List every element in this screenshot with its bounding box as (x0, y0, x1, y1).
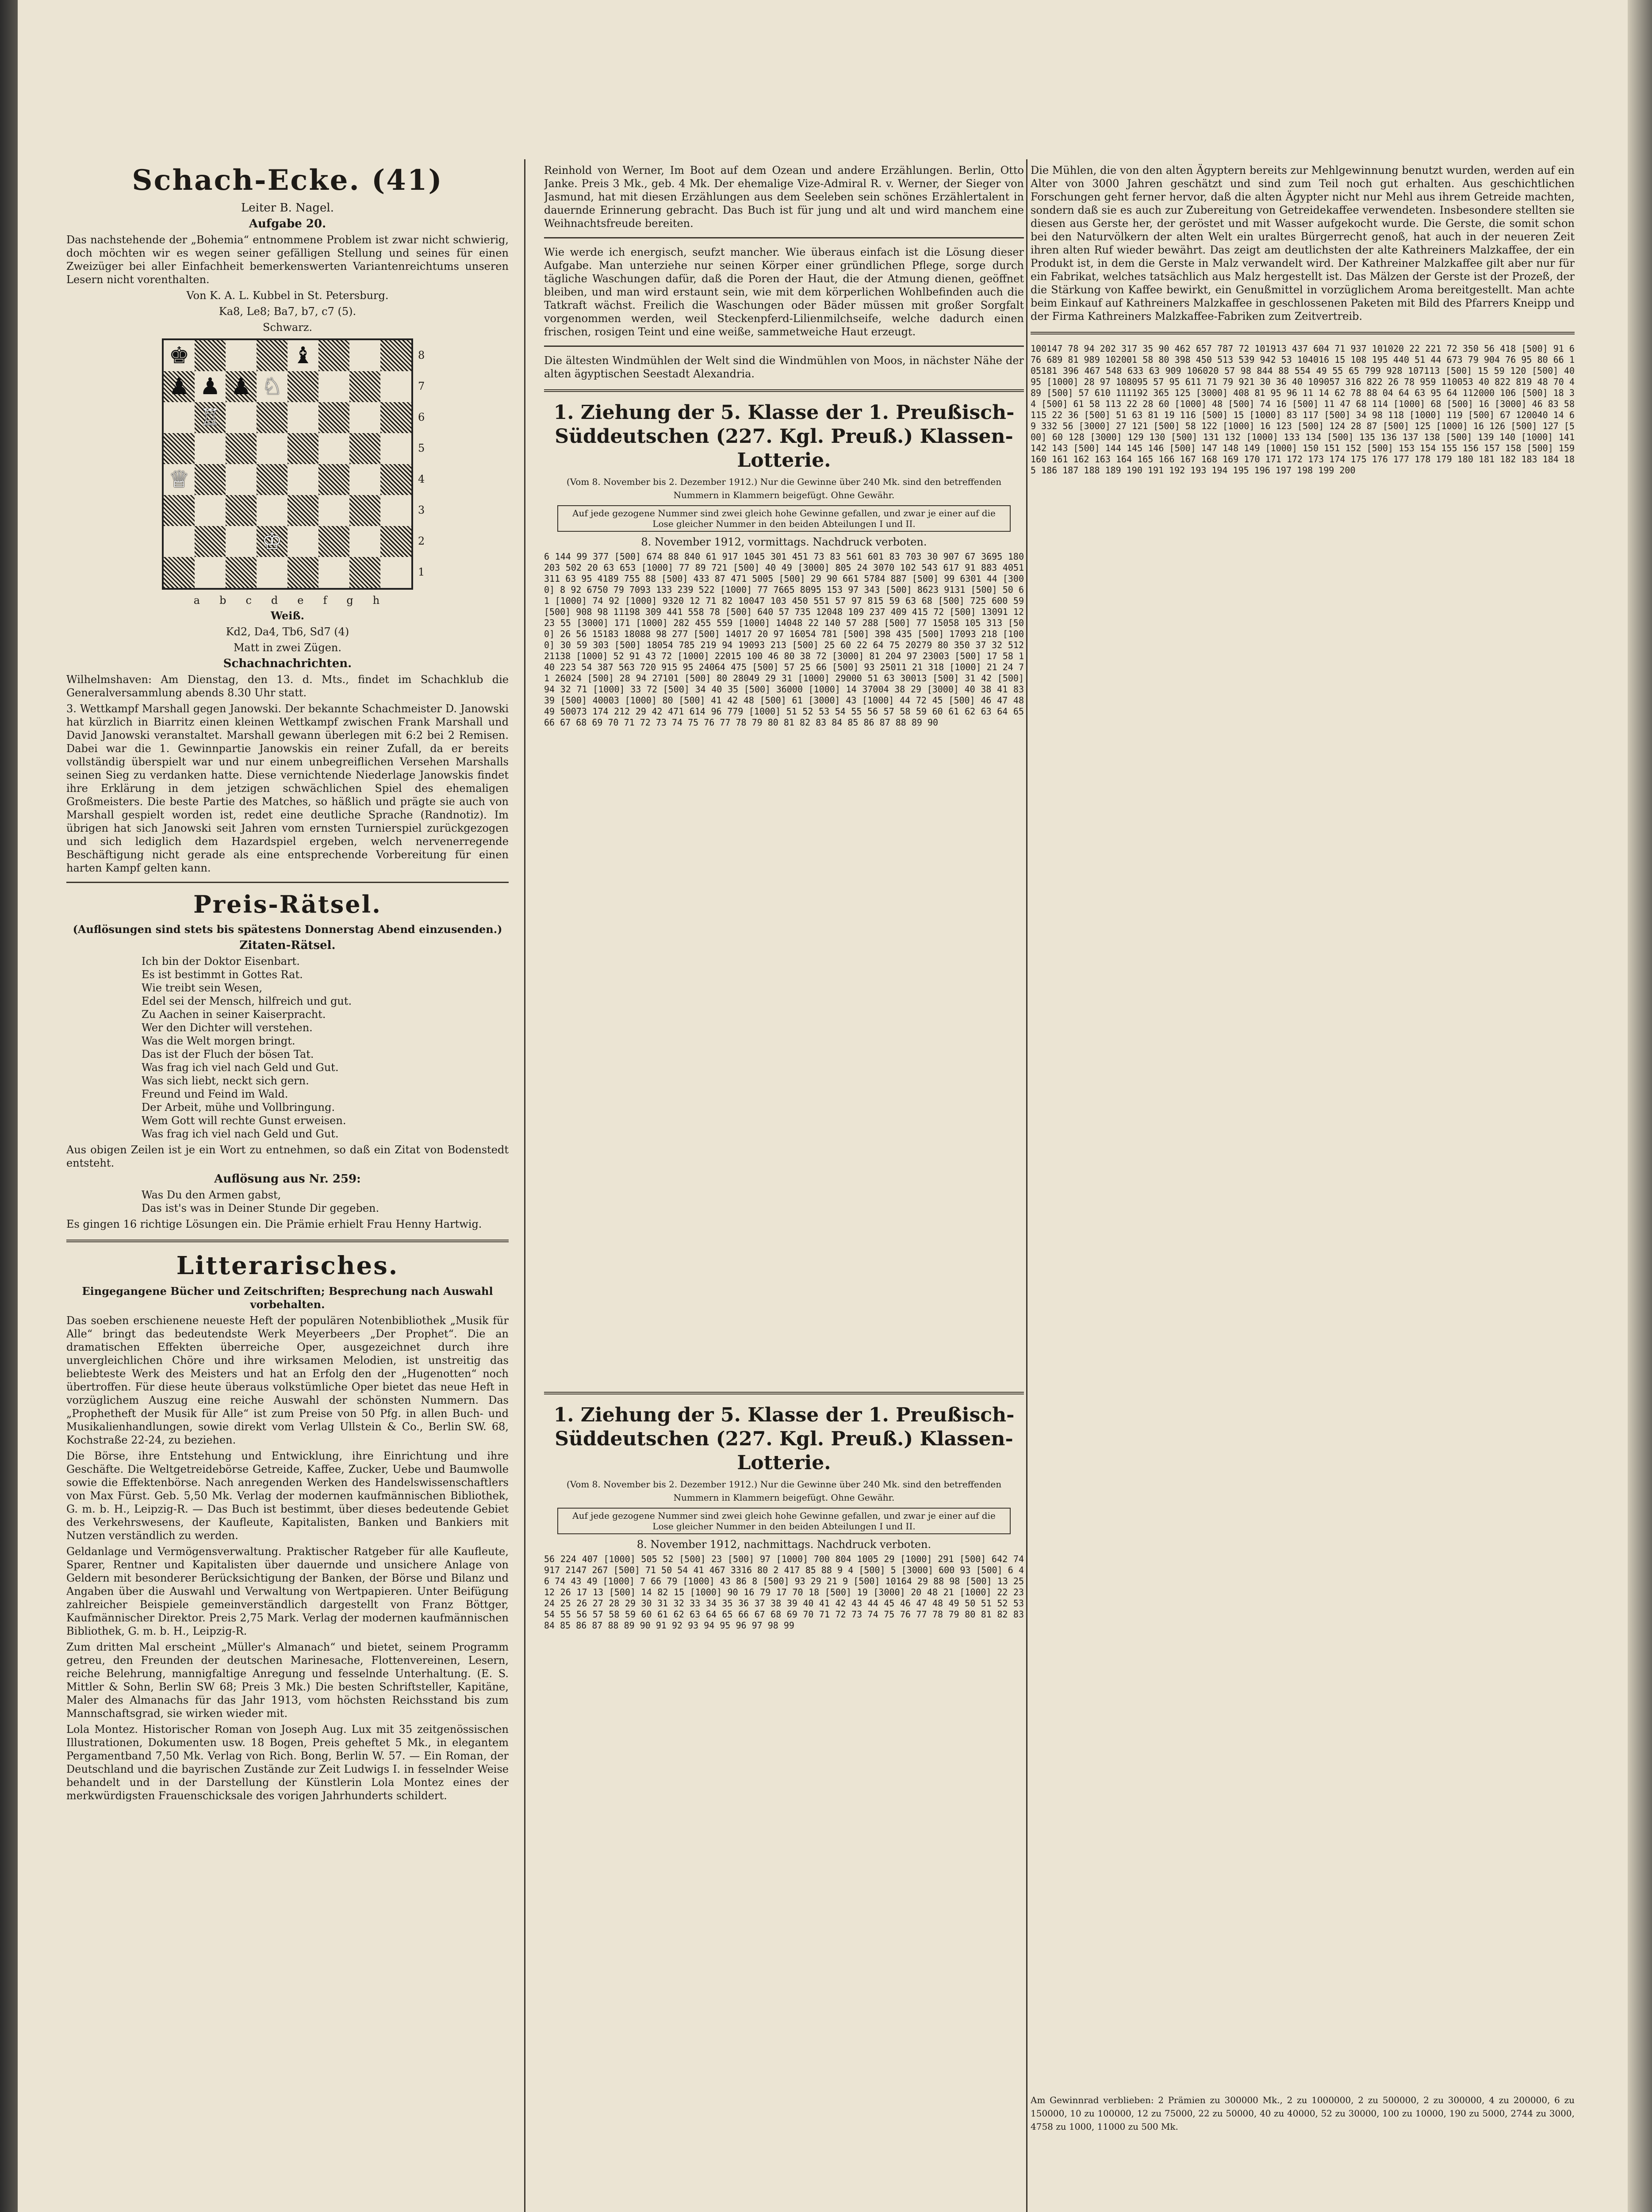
board-square (226, 340, 257, 371)
board-square (380, 495, 411, 526)
board-square (226, 464, 257, 495)
board-square (164, 557, 195, 588)
board-square (349, 495, 380, 526)
board-square (226, 557, 257, 588)
board-square (226, 495, 257, 526)
riddle-line: Das ist der Fluch der bösen Tat. (142, 1048, 314, 1060)
black-label: Schwarz. (263, 321, 312, 334)
board-square (287, 371, 318, 402)
riddle-line: Was frag ich viel nach Geld und Gut. (142, 1061, 339, 1074)
section-divider (544, 1392, 1024, 1394)
zitaten-heading: Zitaten-Rätsel. (239, 939, 336, 952)
board-square (195, 433, 226, 464)
board-square (164, 402, 195, 433)
riddle-line: Ich bin der Doktor Eisenbart. (142, 955, 300, 968)
preis-title: Preis-Rätsel. (193, 890, 382, 918)
litt-paragraph: Das soeben erschienene neueste Heft der populären Notenbibliothek „Musik für Alle“ bringt das bedeutendste Werk Meyerbeers „Der Prophet“. Die an dramatischen Effekten überreiche Oper, ausgezeichnet durch ihre unvergleichlichen Chöre und ihre wirksamen Melodien, ist unstreitig das beliebteste Werk des Meisters und hat an Erfolg den der „Hugenotten“ noch übertroffen. Für diese heute überaus volkstümliche Oper bietet das neue Heft in vorzüglichem Auszug eine reiche Auswahl der schönsten Nummern. Das „Prophetheft der Musik für Alle“ ist zum Preise von 50 Pfg. in allen Buch- und Musikalienhandlungen, sowie direkt vom Verlag Ullstein & Co., Berlin SW. 68, Kochstraße 22-24, zu beziehen. (66, 1314, 509, 1446)
problem-author: Von K. A. L. Kubbel in St. Petersburg. (186, 289, 389, 302)
lottery-numbers-1: 6 144 99 377 [500] 674 88 840 61 917 1045 301 451 73 83 561 601 83 703 30 907 67 3695 180 203 502 20 63 653 [1000] 77 89 721 [500] 40 49 [3000] 805 24 3070 102 543 617 91 883 4051 311 63 95 4189 755 88 [500] 433 87 471 5005 [500] 29 90 661 5784 887 [500] 99 6301 44 [3000] 8 92 6750 79 7093 133 239 522 [1000] 77 7665 8095 153 97 343 [500] 8623 9131 [500] 50 61 [1000] 74 92 [1000] 9320 12 71 82 10047 103 450 551 57 97 815 59 63 68 [500] 725 600 59 [500] 908 98 11198 309 441 558 78 [500] 640 57 735 12048 109 237 409 415 72 [500] 13091 12 23 55 [3000] 171 [1000] 282 455 559 [1000] 14048 22 140 57 288 [500] 77 15058 105 313 [500] 26 56 15183 18088 98 277 [500] 14017 20 97 16054 781 [500] 398 435 [500] 17093 218 [1000] 30 59 303 [500] 18054 785 219 94 19093 213 [500] 25 60 22 64 75 20279 80 350 37 32 512 21138 [1000] 52 91 43 72 [1000] 22015 100 46 80 38 72 [3000] 81 204 97 23003 [500] 17 58 140 223 54 387 563 720 915 95 24064 475 [500] 57 25 66 [500] 93 25011 21 318 [1000] 21 24 71 26024 [500] 28 94 27101 [500] 80 28049 29 31 [1000] 29000 51 63 30013 [500] 31 42 [500] 94 32 71 [1000] 33 72 [500] 34 40 35 [500] 36000 [1000] 14 37004 38 29 [3000] 40 38 41 83 39 [500] 40003 [1000] 80 [500] 41 42 48 [500] 61 [3000] 43 [1000] 44 72 45 [500] 46 47 48 49 50073 174 212 29 42 471 614 96 779 [1000] 51 52 53 54 55 56 57 58 59 60 61 62 63 64 65 66 67 68 69 70 71 72 73 74 75 76 77 78 79 80 81 82 83 84 85 86 87 88 89 90 (544, 551, 1024, 728)
board-square (257, 557, 287, 588)
white-label: Weiß. (271, 609, 304, 622)
schach-intro: Das nachstehende der „Bohemia“ entnommene Problem ist zwar nicht schwierig, doch möchten wir es wegen seiner gefälligen Stellung und seines für einen Zweizüger bei aller Einfachheit bemerkenswerten Variantenreichtums unseren Lesern nicht vorenthalten. (66, 234, 509, 286)
board-square (349, 526, 380, 557)
riddle-line: Freund und Feind im Wald. (142, 1088, 288, 1100)
board-square (380, 464, 411, 495)
schach-news-2: 3. Wettkampf Marshall gegen Janowski. Der bekannte Schachmeister D. Janowski hat kürzlich in Biarritz einen kleinen Wettkampf zwischen Frank Marshall und David Janowski veranstaltet. Marshall gewann überlegen mit 6:2 bei 2 Remisen. Dabei war die 1. Gewinnpartie Janowskis ein reiner Zufall, da er bereits vollständig überspielt war und nur einem unbegreiflichen Versehen Marshalls seinen Sieg zu verdanken hatte. Diese vernichtende Niederlage Janowskis findet ihre Erklärung in dem jetzigen schwächlichen Spiel des ehemaligen Großmeisters. Die beste Partie des Matches, so häßlich und prägte sie auch von Marshall gespielt worden ist, redet eine deutliche Sprache (Randnotiz). Im übrigen hat sich Janowski seit Jahren vom ernsten Turnierspiel zurückgezogen und sich lediglich dem Hazardspiel ergeben, welch nervenerregende Beschäftigung nicht gerade als eine entsprechende Vorbereitung für einen harten Kampf gelten kann. (66, 703, 509, 874)
board-square (349, 371, 380, 402)
schach-news-heading: Schachnachrichten. (223, 657, 352, 670)
board-square (226, 433, 257, 464)
white-position: Kd2, Da4, Tb6, Sd7 (4) (226, 626, 349, 638)
lottery-subtitle-2: (Vom 8. November bis 2. Dezember 1912.) Nur die Gewinne über 240 Mk. sind den betreffenden Nummern in Klammern beigefügt. Ohne Gewähr. (566, 1479, 1002, 1503)
lottery-numbers-2: 56 224 407 [1000] 505 52 [500] 23 [500] 97 [1000] 700 804 1005 29 [1000] 291 [500] 642 74 917 2147 267 [500] 71 50 54 41 467 3316 80 2 417 85 88 9 4 [500] 5 [3000] 600 93 [500] 6 46 74 43 49 [1000] 7 66 79 [1000] 43 86 8 [500] 93 29 21 9 [500] 10164 29 88 98 [500] 13 25 12 26 17 13 [500] 14 82 15 [1000] 90 16 79 17 70 18 [500] 19 [3000] 20 48 21 [1000] 22 23 24 25 26 27 28 29 30 31 32 33 34 35 36 37 38 39 40 41 42 43 44 45 46 47 48 49 50 51 52 53 54 55 56 57 58 59 60 61 62 63 64 65 66 67 68 69 70 71 72 73 74 75 76 77 78 79 80 81 82 83 84 85 86 87 88 89 90 91 92 93 94 95 96 97 98 99 (544, 1554, 1024, 1631)
board-square (318, 464, 349, 495)
rank-label: 2 (418, 535, 425, 547)
board-square (380, 371, 411, 402)
page-edge (1628, 0, 1652, 2212)
rank-label: 1 (418, 566, 425, 578)
board-square (195, 526, 226, 557)
board-square (195, 557, 226, 588)
section-divider (66, 882, 509, 883)
board-square (195, 340, 226, 371)
board-square (195, 495, 226, 526)
energy-advert: Wie werde ich energisch, seufzt mancher. Wie überaus einfach ist die Lösung dieser Aufgabe. Man unterziehe nur seinen Körper einer gründlichen Pflege, sorge durch tägliche Waschungen dafür, daß die Poren der Haut, die der Atmung dienen, geöffnet bleiben, und man wird erstaunt sein, wie mit dem körperlichen Wohlbefinden auch die Tatkraft wächst. Freilich die Waschungen oder Bäder müssen mit großer Sorgfalt vorgenommen werden, weil Steckenpferd-Lilienmilchseife, welche dadurch einen frischen, rosigen Teint und eine weiße, sammetweiche Haut erzeugt. (544, 246, 1024, 338)
board-square (164, 526, 195, 557)
black-king-icon: ♚ (169, 342, 190, 369)
white-knight-icon: ♘ (261, 373, 283, 400)
board-square (380, 433, 411, 464)
board-files: abcdefgh (193, 594, 399, 607)
board-square (380, 526, 411, 557)
rank-label: 3 (418, 504, 425, 516)
litt-title: Litterarisches. (176, 1251, 399, 1280)
black-bishop-icon: ♝ (292, 342, 314, 369)
riddle-line: Wer den Dichter will verstehen. (142, 1022, 313, 1034)
section-divider (544, 346, 1024, 347)
riddle-line: Wie treibt sein Wesen, (142, 982, 263, 994)
rank-label: 5 (418, 442, 425, 454)
lottery-date-1: 8. November 1912, vormittags. Nachdruck verboten. (641, 536, 927, 548)
rank-label: 6 (418, 411, 425, 423)
board-square (318, 371, 349, 402)
section-divider (66, 1240, 509, 1242)
column-left (66, 146, 509, 2212)
werner-notice: Reinhold von Werner, Im Boot auf dem Ozean und andere Erzählungen. Berlin, Otto Janke. Preis 3 Mk., geb. 4 Mk. Der ehemalige Vize-Admiral R. v. Werner, der Sieger von Jasmund, hat mit diesen Erzählungen aus dem Seeleben sein schönes Erzählertalent in dauernde Erinnerung gebracht. Das Buch ist für jung und alt und wird manchem eine Weihnachtsfreude bereiten. (544, 164, 1024, 230)
board-square (287, 495, 318, 526)
section-divider (1031, 332, 1575, 334)
preis-note: (Auflösungen sind stets bis spätestens Donnerstag Abend einzusenden.) (73, 923, 502, 936)
board-square (349, 557, 380, 588)
lottery-box-1: Auf jede gezogene Nummer sind zwei gleich hohe Gewinne gefallen, und zwar je einer auf die Lose gleicher Nummer in den beiden Abteilungen I und II. (557, 505, 1011, 532)
board-square (287, 557, 318, 588)
board-square (318, 526, 349, 557)
lottery-numbers-3: 100147 78 94 202 317 35 90 462 657 787 72 101913 437 604 71 937 101020 22 221 72 350 56 418 [500] 91 676 689 81 989 102001 58 80 398 450 513 539 942 53 104016 15 108 195 440 51 44 673 79 904 76 95 80 66 105181 396 467 548 633 63 909 106020 57 98 844 88 554 49 55 65 799 928 107113 [500] 15 59 120 [500] 40 95 [1000] 28 97 108095 57 95 611 71 79 921 30 36 40 109057 316 822 26 78 959 110053 40 822 819 48 70 489 [500] 57 610 111192 365 125 [3000] 408 81 95 96 11 14 62 78 88 04 64 63 95 64 112000 106 [500] 18 34 [500] 61 58 113 22 28 60 [1000] 48 [500] 74 16 [500] 11 47 68 114 [1000] 68 [500] 16 [3000] 46 83 58 115 22 36 [500] 51 63 81 19 116 [500] 15 [1000] 83 117 [500] 34 98 118 [1000] 119 [500] 67 120040 14 69 332 56 [3000] 27 121 [500] 58 122 [1000] 16 123 [500] 124 28 87 [500] 125 [1000] 16 126 [500] 127 [500] 60 128 [3000] 129 130 [500] 131 132 [1000] 133 134 [500] 135 136 137 138 [500] 139 140 [1000] 141 142 143 [500] 144 145 146 [500] 147 148 149 [1000] 150 151 152 [500] 153 154 155 156 157 158 [500] 159 160 161 162 163 164 165 166 167 168 169 170 171 172 173 174 175 176 177 178 179 180 181 182 183 184 185 186 187 188 189 190 191 192 193 194 195 196 197 198 199 200 (1031, 343, 1575, 476)
rank-label: 8 (418, 349, 425, 361)
lottery-remaining-prizes: Am Gewinnrad verblieben: 2 Prämien zu 300000 Mk., 2 zu 1000000, 2 zu 500000, 2 zu 300000, 4 zu 200000, 6 zu 150000, 10 zu 100000, 12 zu 75000, 22 zu 50000, 40 zu 40000, 52 zu 30000, 100 zu 10000, 190 zu 5000, 2744 zu 3000, 4758 zu 1000, 11000 zu 500 Mk. (1031, 2095, 1575, 2132)
rank-label: 4 (418, 473, 425, 485)
aufgabe-label: Aufgabe 20. (249, 217, 326, 230)
board-square (318, 495, 349, 526)
board-square (257, 464, 287, 495)
board-square (195, 464, 226, 495)
board-square (349, 402, 380, 433)
board-square (287, 526, 318, 557)
lottery-title-2: 1. Ziehung der 5. Klasse der 1. Preußisch-Süddeutschen (227. Kgl. Preuß.) Klassen-Lotterie. (553, 1404, 1015, 1474)
winner-note: Es gingen 16 richtige Lösungen ein. Die Prämie erhielt Frau Henny Hartwig. (66, 1218, 482, 1230)
malzkaffee-article: Die Mühlen, die von den alten Ägyptern bereits zur Mehlgewinnung benutzt wurden, werden auf ein Alter von 3000 Jahren geschätzt und sind zum Teil noch gut erhalten. Aus geschichtlichen Forschungen geht ferner hervor, daß die alten Ägypter nicht nur Mehl aus ihrem Getreide machten, sondern daß sie es auch zur Zubereitung von Getreidekaffee verwendeten. Insbesondere stellten sie diesen aus Gerste her, der geröstet und mit Wasser aufgekocht wurde. Die Gerste, die somit schon bei den Naturvölkern der alten Welt ein uraltes Bürgerrecht genoß, hat auch in der neueren Zeit ihren alten Ruf wieder bewährt. Das zeigt am deutlichsten der alte Kathreiners Malzkaffee, der ein Produkt ist, in dem die Gerste in Malz verwandelt wird. Der Kathreiner Malzkaffee gilt aber nur für ein Fabrikat, welches tatsächlich aus Malz hergestellt ist. Das Mälzen der Gerste ist der Prozeß, der die Stärkung von Kaffee bewirkt, ein Genußmittel in vorzüglichem Aroma bereitgestellt. Man achte beim Einkauf auf Kathreiners Malzkaffee in geschlossenen Paketen mit Bild des Pfarrers Kneipp und der Firma Kathreiners Malzkaffee-Fabriken zum Zeitvertreib. (1031, 164, 1575, 323)
board-square (226, 402, 257, 433)
lottery-title-1: 1. Ziehung der 5. Klasse der 1. Preußisch-Süddeutschen (227. Kgl. Preuß.) Klassen-Lotterie. (553, 401, 1015, 472)
white-rook-icon: ♖ (199, 404, 221, 431)
riddle-line: Zu Aachen in seiner Kaiserpracht. (142, 1008, 326, 1021)
board-square (257, 340, 287, 371)
windmill-note: Die ältesten Windmühlen der Welt sind die Windmühlen von Moos, in nächster Nähe der alten ägyptischen Seestadt Alexandria. (544, 354, 1024, 380)
litt-paragraph: Geldanlage und Vermögensverwaltung. Praktischer Ratgeber für alle Kaufleute, Sparer, Rentner und Kapitalisten über dauernde und unsichere Anlage von Geldern mit besonderer Berücksichtigung der Banken, der Börse und Bilanz und Angaben über die Auswahl und Verwaltung von Wertpapieren. Unter Beifügung zahlreicher Beispiele gemeinverständlich dargestellt von Franz Böttger, Kaufmännischer Direktor. Preis 2,75 Mark. Verlag der modernen kaufmännischen Bibliothek, G. m. b. H., Leipzig-R. (66, 1545, 509, 1637)
schach-editor: Leiter B. Nagel. (241, 201, 334, 215)
chess-board (162, 338, 425, 590)
board-square (257, 402, 287, 433)
schach-news-1: Wilhelmshaven: Am Dienstag, den 13. d. Mts., findet im Schachklub die Generalversammlung abends 8.30 Uhr statt. (66, 673, 509, 699)
lottery-date-2: 8. November 1912, nachmittags. Nachdruck verboten. (636, 1538, 931, 1551)
riddle-line: Was frag ich viel nach Geld und Gut. (142, 1128, 339, 1140)
board-square (318, 557, 349, 588)
riddle-lines (142, 955, 509, 1141)
black-pawn-icon: ♟ (169, 373, 190, 400)
board-square (318, 340, 349, 371)
column-rule (1026, 159, 1027, 2212)
board-square (318, 433, 349, 464)
riddle-line: Der Arbeit, mühe und Vollbringung. (142, 1101, 335, 1114)
column-right (1031, 146, 1575, 2212)
board-square (380, 402, 411, 433)
riddle-line: Edel sei der Mensch, hilfreich und gut. (142, 995, 352, 1007)
white-queen-icon: ♕ (169, 466, 190, 493)
rank-label: 7 (418, 380, 425, 392)
board-square (287, 433, 318, 464)
white-king-icon: ♔ (261, 528, 283, 555)
board-square (318, 402, 349, 433)
lottery-subtitle-1: (Vom 8. November bis 2. Dezember 1912.) Nur die Gewinne über 240 Mk. sind den betreffenden Nummern in Klammern beigefügt. Ohne Gewähr. (566, 476, 1002, 500)
section-divider (544, 237, 1024, 238)
board-square (287, 402, 318, 433)
black-pawn-icon: ♟ (199, 373, 221, 400)
riddle-line: Was die Welt morgen bringt. (142, 1035, 295, 1047)
board-square (349, 433, 380, 464)
column-middle (544, 146, 1024, 2212)
board-square (257, 433, 287, 464)
board-square (164, 433, 195, 464)
section-divider (544, 389, 1024, 392)
black-pawn-icon: ♟ (230, 373, 252, 400)
schach-title: Schach-Ecke. (41) (132, 164, 443, 197)
litt-paragraph: Zum dritten Mal erscheint „Müller's Almanach“ und bietet, seinem Programm getreu, den Freunden der deutschen Marinesache, Flottenvereinen, Lesern, reiche Belehrung, mannigfaltige Anregung und fesselnde Unterhaltung. (E. S. Mittler & Sohn, Berlin SW 68; Preis 3 Mk.) Die besten Schriftsteller, Kapitäne, Maler des Almanachs für das Jahr 1913, vom höchsten Reichsstand bis zum Mannschaftsgrad, sie wirken wieder mit. (66, 1641, 509, 1720)
solution-heading: Auflösung aus Nr. 259: (214, 1172, 361, 1186)
riddle-instructions: Aus obigen Zeilen ist je ein Wort zu entnehmen, so daß ein Zitat von Bodenstedt entsteht. (66, 1144, 509, 1169)
lottery-box-2: Auf jede gezogene Nummer sind zwei gleich hohe Gewinne gefallen, und zwar je einer auf die Lose gleicher Nummer in den beiden Abteilungen I und II. (557, 1508, 1011, 1534)
board-square (257, 495, 287, 526)
solution-lines (142, 1188, 509, 1215)
board-square (380, 557, 411, 588)
litt-subtitle: Eingegangene Bücher und Zeitschriften; Besprechung nach Auswahl vorbehalten. (82, 1285, 493, 1311)
board-square (349, 340, 380, 371)
solution-line: Das ist's was in Deiner Stunde Dir gegeben. (142, 1202, 379, 1214)
riddle-line: Was sich liebt, neckt sich gern. (142, 1075, 309, 1087)
board-square (287, 464, 318, 495)
board-square (164, 495, 195, 526)
board-square (226, 526, 257, 557)
litt-paragraph: Die Börse, ihre Entstehung und Entwicklung, ihre Einrichtung und ihre Geschäfte. Die Weltgetreidebörse Getreide, Kaffee, Zucker, Uebe und Baumwolle sowie die Effektenbörse. Nach anregenden Werken des Handelswissenschaftlers von Max Fürst. Geb. 5,50 Mk. Verlag der modernen kaufmännischen Bibliothek, G. m. b. H., Leipzig-R. — Das Buch ist bestimmt, über dieses bedeutende Gebiet des Verkehrswesens, der Kaufleute, Kapitalisten, Banken und Bankiers mit Nutzen verständlich zu werden. (66, 1450, 509, 1542)
riddle-line: Wem Gott will rechte Gunst erweisen. (142, 1114, 346, 1127)
solution-line: Was Du den Armen gabst, (142, 1189, 281, 1201)
chess-diagram (146, 338, 429, 607)
mate-task: Matt in zwei Zügen. (233, 641, 342, 654)
board-square (380, 340, 411, 371)
litt-paragraph: Lola Montez. Historischer Roman von Joseph Aug. Lux mit 35 zeitgenössischen Illustrationen, Dokumenten usw. 18 Bogen, Preis geheftet 5 Mk., in elegantem Pergamentband 7,50 Mk. Verlag von Rich. Bong, Berlin W. 57. — Ein Roman, der Deutschland und die bayrischen Zustände zur Zeit Ludwigs I. in fesselnder Weise behandelt und in der Darstellung der Künstlerin Lola Montez eines der merkwürdigsten Frauenschicksale des vorigen Jahrhunderts schildert. (66, 1723, 509, 1802)
column-rule (524, 159, 525, 2212)
black-position: Ka8, Le8; Ba7, b7, c7 (5). (218, 305, 356, 318)
board-square (349, 464, 380, 495)
riddle-line: Es ist bestimmt in Gottes Rat. (142, 968, 303, 981)
